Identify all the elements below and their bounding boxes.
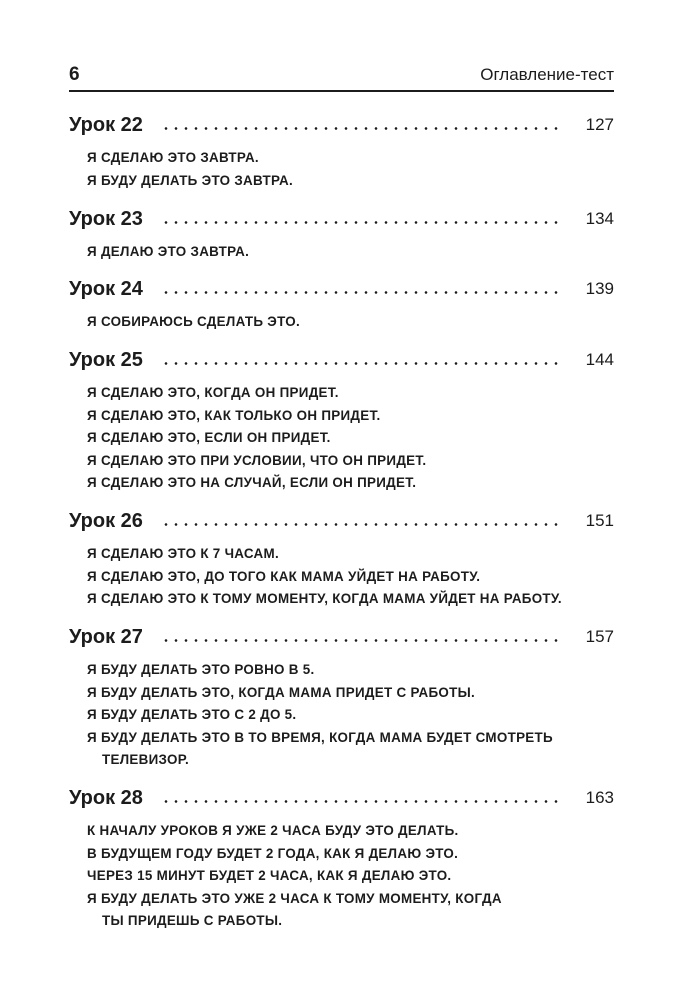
- sentence-list: [69, 241, 614, 264]
- header-rule: [69, 90, 614, 92]
- page-number: 6: [69, 64, 80, 85]
- sentence-wrapped: [87, 888, 614, 933]
- lesson-title: Урок 28: [69, 787, 143, 809]
- lesson-page-number: 163: [585, 788, 614, 807]
- sentence: ЧЕРЕЗ 15 МИНУТ БУДЕТ 2 ЧАСА, КАК Я ДЕЛАЮ ЭТО.: [87, 868, 452, 883]
- lesson-heading: [69, 508, 614, 534]
- dot-leader: [161, 362, 558, 365]
- lesson-title: Урок 26: [69, 510, 143, 532]
- sentence: Я СДЕЛАЮ ЭТО, ЕСЛИ ОН ПРИДЕТ.: [87, 430, 331, 445]
- lesson-entry: [69, 347, 614, 495]
- sentence-list: [69, 147, 614, 192]
- lesson-page-number: 157: [585, 627, 614, 646]
- lesson-heading: [69, 624, 614, 650]
- lesson-page-number: 134: [585, 209, 614, 228]
- sentence: Я БУДУ ДЕЛАТЬ ЭТО, КОГДА МАМА ПРИДЕТ С РАБОТЫ.: [87, 684, 476, 700]
- lesson-entry: [69, 508, 614, 611]
- sentence-list: [69, 382, 614, 495]
- running-title: Оглавление-тест: [480, 65, 614, 84]
- sentence-list: [69, 820, 614, 933]
- sentence: Я СДЕЛАЮ ЭТО, ДО ТОГО КАК МАМА УЙДЕТ НА РАБОТУ.: [87, 568, 481, 584]
- lesson-entry: [69, 112, 614, 192]
- sentence-first-line: Я БУДУ ДЕЛАТЬ ЭТО В ТО ВРЕМЯ, КОГДА МАМА БУДЕТ СМОТРЕТЬ: [87, 729, 553, 745]
- lesson-title: Урок 25: [69, 349, 143, 371]
- sentence-list: [69, 543, 614, 611]
- sentence: Я ДЕЛАЮ ЭТО ЗАВТРА.: [87, 244, 250, 259]
- sentence: Я СДЕЛАЮ ЭТО, КОГДА ОН ПРИДЕТ.: [87, 385, 339, 400]
- dot-leader: [161, 800, 558, 803]
- page-header: [69, 62, 614, 88]
- sentence: Я БУДУ ДЕЛАТЬ ЭТО С 2 ДО 5.: [87, 707, 297, 722]
- lesson-heading: [69, 785, 614, 811]
- lesson-title: Урок 24: [69, 278, 143, 300]
- lesson-entry: [69, 206, 614, 264]
- sentence-wrapped: [87, 727, 614, 772]
- lesson-page-number: 151: [585, 511, 614, 530]
- lesson-entry: [69, 785, 614, 933]
- sentence: Я БУДУ ДЕЛАТЬ ЭТО ЗАВТРА.: [87, 172, 293, 188]
- lesson-heading: [69, 112, 614, 138]
- sentence: Я СОБИРАЮСЬ СДЕЛАТЬ ЭТО.: [87, 314, 301, 329]
- dot-leader: [161, 221, 558, 224]
- sentence-list: [69, 311, 614, 334]
- dot-leader: [161, 127, 558, 130]
- sentence: Я СДЕЛАЮ ЭТО ЗАВТРА.: [87, 150, 259, 165]
- sentence: Я СДЕЛАЮ ЭТО, КАК ТОЛЬКО ОН ПРИДЕТ.: [87, 407, 381, 423]
- dot-leader: [161, 291, 558, 294]
- dot-leader: [161, 639, 558, 642]
- sentence: Я БУДУ ДЕЛАТЬ ЭТО РОВНО В 5.: [87, 662, 315, 677]
- lesson-title: Урок 23: [69, 208, 143, 230]
- lesson-title: Урок 22: [69, 114, 143, 136]
- sentence-continuation: ТЕЛЕВИЗОР.: [102, 752, 190, 767]
- sentence: Я СДЕЛАЮ ЭТО К 7 ЧАСАМ.: [87, 546, 280, 561]
- dot-leader: [161, 523, 558, 526]
- lesson-entry: [69, 624, 614, 772]
- lesson-page-number: 139: [585, 279, 614, 298]
- lesson-page-number: 127: [585, 115, 614, 134]
- sentence: К НАЧАЛУ УРОКОВ Я УЖЕ 2 ЧАСА БУДУ ЭТО ДЕЛАТЬ.: [87, 823, 459, 838]
- lesson-heading: [69, 276, 614, 302]
- sentence-list: [69, 659, 614, 772]
- lesson-heading: [69, 206, 614, 232]
- lesson-page-number: 144: [585, 350, 614, 369]
- sentence-first-line: Я БУДУ ДЕЛАТЬ ЭТО УЖЕ 2 ЧАСА К ТОМУ МОМЕНТУ, КОГДА: [87, 890, 502, 906]
- lesson-entry: [69, 276, 614, 334]
- sentence: Я СДЕЛАЮ ЭТО ПРИ УСЛОВИИ, ЧТО ОН ПРИДЕТ.: [87, 452, 427, 468]
- sentence: Я СДЕЛАЮ ЭТО К ТОМУ МОМЕНТУ, КОГДА МАМА УЙДЕТ НА РАБОТУ.: [87, 591, 562, 606]
- sentence: Я СДЕЛАЮ ЭТО НА СЛУЧАЙ, ЕСЛИ ОН ПРИДЕТ.: [87, 475, 417, 490]
- lesson-heading: [69, 347, 614, 373]
- sentence: В БУДУЩЕМ ГОДУ БУДЕТ 2 ГОДА, КАК Я ДЕЛАЮ ЭТО.: [87, 845, 459, 861]
- sentence-continuation: ТЫ ПРИДЕШЬ С РАБОТЫ.: [102, 913, 283, 928]
- lesson-title: Урок 27: [69, 626, 143, 648]
